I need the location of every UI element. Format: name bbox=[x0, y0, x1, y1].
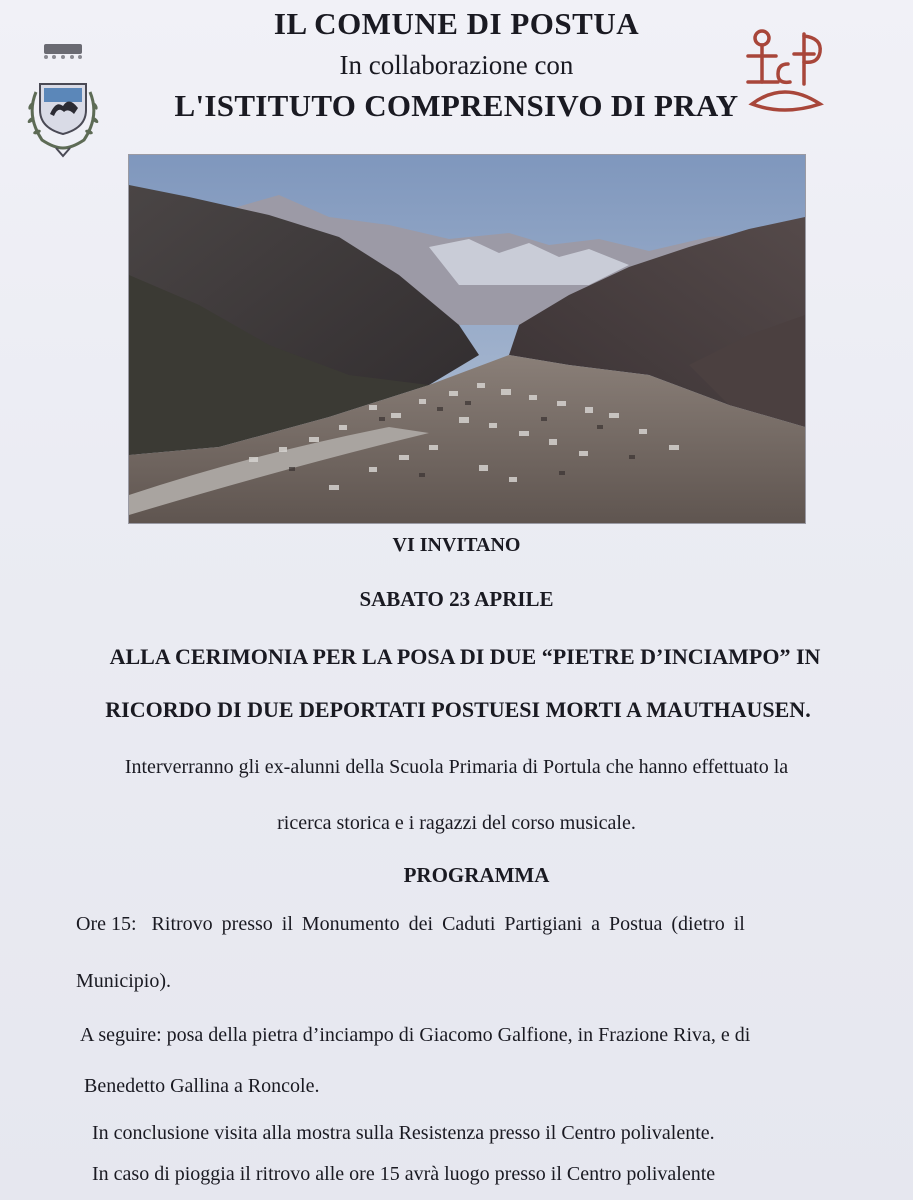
municipal-crest-icon bbox=[22, 44, 104, 162]
program-conclusion: In conclusione visita alla mostra sulla Resistenza presso il Centro polivalente. bbox=[92, 1122, 715, 1144]
program-item-ore15 bbox=[76, 913, 876, 936]
program-time: Ore 15: bbox=[76, 913, 137, 935]
header-collaboration: In collaborazione con bbox=[339, 50, 574, 80]
participants-line-2: ricerca storica e i ragazzi del corso musicale. bbox=[277, 812, 636, 834]
program-following-line-1: A seguire: posa della pietra d’inciampo di Giacomo Galfione, in Frazione Riva, e di bbox=[80, 1024, 751, 1046]
program-rain-note: In caso di pioggia il ritrovo alle ore 15 avrà luogo presso il Centro polivalente bbox=[92, 1163, 716, 1185]
program-title: PROGRAMMA bbox=[403, 863, 550, 887]
participants-line-1: Interverranno gli ex-alunni della Scuola Primaria di Portula che hanno effettuato la bbox=[124, 756, 789, 778]
icp-logo-icon bbox=[738, 24, 830, 116]
ceremony-line-2: RICORDO DI DUE DEPORTATI POSTUESI MORTI A MAUTHAUSEN. bbox=[105, 697, 811, 722]
event-date: SABATO 23 APRILE bbox=[359, 587, 554, 611]
program-meeting-continuation: Municipio). bbox=[76, 970, 171, 992]
program-following-line-2: Benedetto Gallina a Roncole. bbox=[84, 1075, 320, 1097]
header-title: IL COMUNE DI POSTUA bbox=[273, 6, 640, 41]
program-meeting-text: Ritrovo presso il Monumento dei Caduti Partigiani a Postua (dietro il bbox=[151, 913, 745, 935]
invitation-line: VI INVITANO bbox=[392, 534, 521, 556]
ceremony-line-1: ALLA CERIMONIA PER LA POSA DI DUE “PIETRE D’INCIAMPO” IN bbox=[109, 644, 821, 669]
valley-photo bbox=[128, 154, 806, 524]
header-institute: L'ISTITUTO COMPRENSIVO DI PRAY bbox=[174, 88, 739, 123]
